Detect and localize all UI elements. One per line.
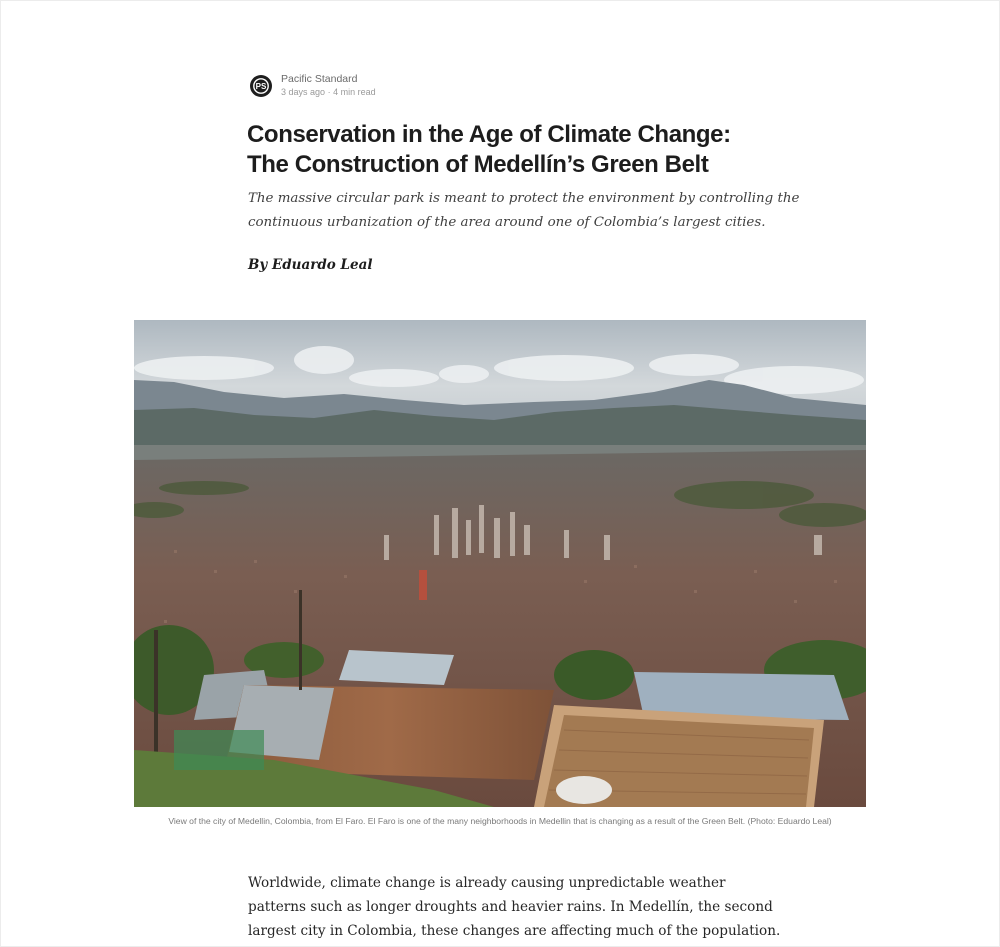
publication-avatar[interactable]: [250, 75, 272, 97]
article-title: [247, 120, 807, 180]
subtitle-line: continuous urbanization of the area around one of Colombia’s largest cities.: [248, 215, 766, 230]
hero-image[interactable]: [134, 320, 866, 807]
svg-text:PS: PS: [255, 82, 267, 91]
title-line: Conservation in the Age of Climate Change:: [247, 121, 731, 148]
title-line: The Construction of Medellín’s Green Belt: [247, 151, 709, 178]
article-meta: [250, 73, 376, 99]
subtitle-line: The massive circular park is meant to protect the environment by controlling the: [248, 191, 800, 206]
article-body: [248, 871, 781, 943]
medellin-aerial-photo: [134, 320, 866, 807]
publication-logo-icon: [250, 75, 272, 97]
body-line: largest city in Colombia, these changes are affecting much of the population.: [248, 923, 781, 939]
body-line: patterns such as longer droughts and heavier rains. In Medellín, the second: [248, 899, 773, 915]
meta-separator: ·: [327, 87, 331, 97]
post-meta: [281, 86, 376, 99]
article-subtitle: [248, 187, 808, 235]
image-caption: View of the city of Medellin, Colombia, from El Faro. El Faro is one of the many neighborhoods in Medellin that is changing as a result of the Green Belt. (Photo: Eduardo Leal): [168, 816, 832, 826]
post-date[interactable]: 3 days ago: [281, 87, 326, 97]
read-time: 4 min read: [333, 87, 376, 97]
byline: By Eduardo Leal: [248, 257, 373, 273]
meta-text: [281, 73, 376, 99]
publication-name[interactable]: Pacific Standard: [281, 73, 358, 85]
body-line: Worldwide, climate change is already causing unpredictable weather: [248, 875, 726, 891]
